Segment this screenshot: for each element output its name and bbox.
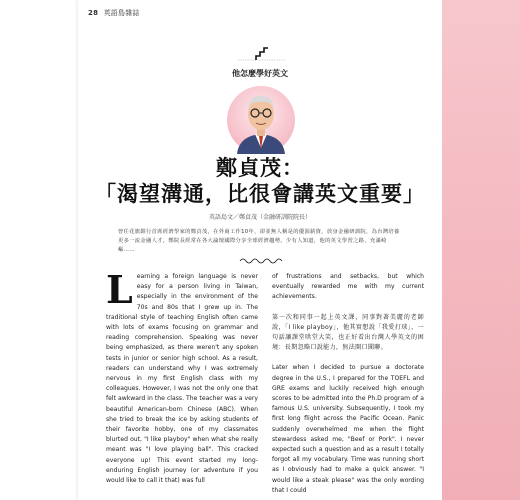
magazine-name: 英語島雜誌 xyxy=(103,9,140,17)
body-text-right-1: of frustrations and setbacks, but which eventually rewarded me with my current achievements. xyxy=(272,273,424,301)
body-column-right xyxy=(272,272,424,496)
body-text-right-2: Later when I decided to pursue a doctorate degree in the U.S., I prepared for the TOEFL and GRE exams and luckily received high enough scores to be admitted into the Ph.D program of a famous U.S. university. Subsequently, I took my first long flight across the Pacific Ocean. Panic suddenly overwhelmed me when the flight stewardess asked me, "Beef or Pork". I never expected such a question and as a result I totally forgot all my vocabulary. Time was running short as I obviously had to make a quick answer. "I would like a steak please" was the only wording that I could xyxy=(272,364,424,494)
magazine-page xyxy=(78,0,442,500)
intro-paragraph: 曾任花旗銀行首席經濟學家的鄭貞茂，在外商工作10年，卻並無人稱是的優渥薪資，放身金融研訓院，為台灣培養更多一流金融人才，鄭院長經常在各大論壇國際分享全球經濟趨勢，少有人知道，他的英文學習之路，充滿崎嶇…… xyxy=(118,229,400,253)
byline: 英語島文／鄭貞茂（金融研訓院院長） xyxy=(208,214,311,221)
stairs-ornament-icon xyxy=(238,44,286,64)
section-kicker: 他怎麼學好英文 xyxy=(232,69,288,78)
body-text-right-zh: 第一次和同事一起上英文課，同事對著美麗的老師說，「I like playboy」，他其實想說「我愛打球」，一句話讓課堂哄堂大笑，也正好看出台灣人學英文的困境：長期忽略口說能力，無法開口聞聊。 xyxy=(272,313,424,352)
wave-divider-icon xyxy=(238,256,286,266)
page-header xyxy=(88,8,140,18)
drop-cap: L xyxy=(106,267,133,312)
body-column-left xyxy=(106,267,258,486)
article-title-line-2: 「渴望溝通，比很會講英文重要」 xyxy=(95,182,425,206)
article-title-line-1: 鄭貞茂： xyxy=(216,156,304,180)
body-text-left: earning a foreign language is never easy for a person living in Taiwan, especially in the environment of the 70s and 80s that I grew up in. The traditional style of teaching English often came with lots of exams focusing on grammar and reading comprehension. Speaking was never being emphasized, as there weren't any spoken tests in junior or senior high school. As a result, readers can understand why I was extremely nervous in my first English class with my colleagues. However, I was not the only one that felt awkward in the class. The teacher was a very beautiful American-born Chinese (ABC). When she tried to break the ice by asking students of their favorite hobby, one of my classmates blurted out, "I like playboy" when what she really meant was "I love playing ball". This cracked everyone up! This event started my long-enduring English journey (or adventure if you would like to call it that) was full xyxy=(106,273,258,485)
page-edge-decoration xyxy=(442,0,520,500)
avatar xyxy=(227,84,295,154)
page-number: 28 xyxy=(88,9,99,17)
